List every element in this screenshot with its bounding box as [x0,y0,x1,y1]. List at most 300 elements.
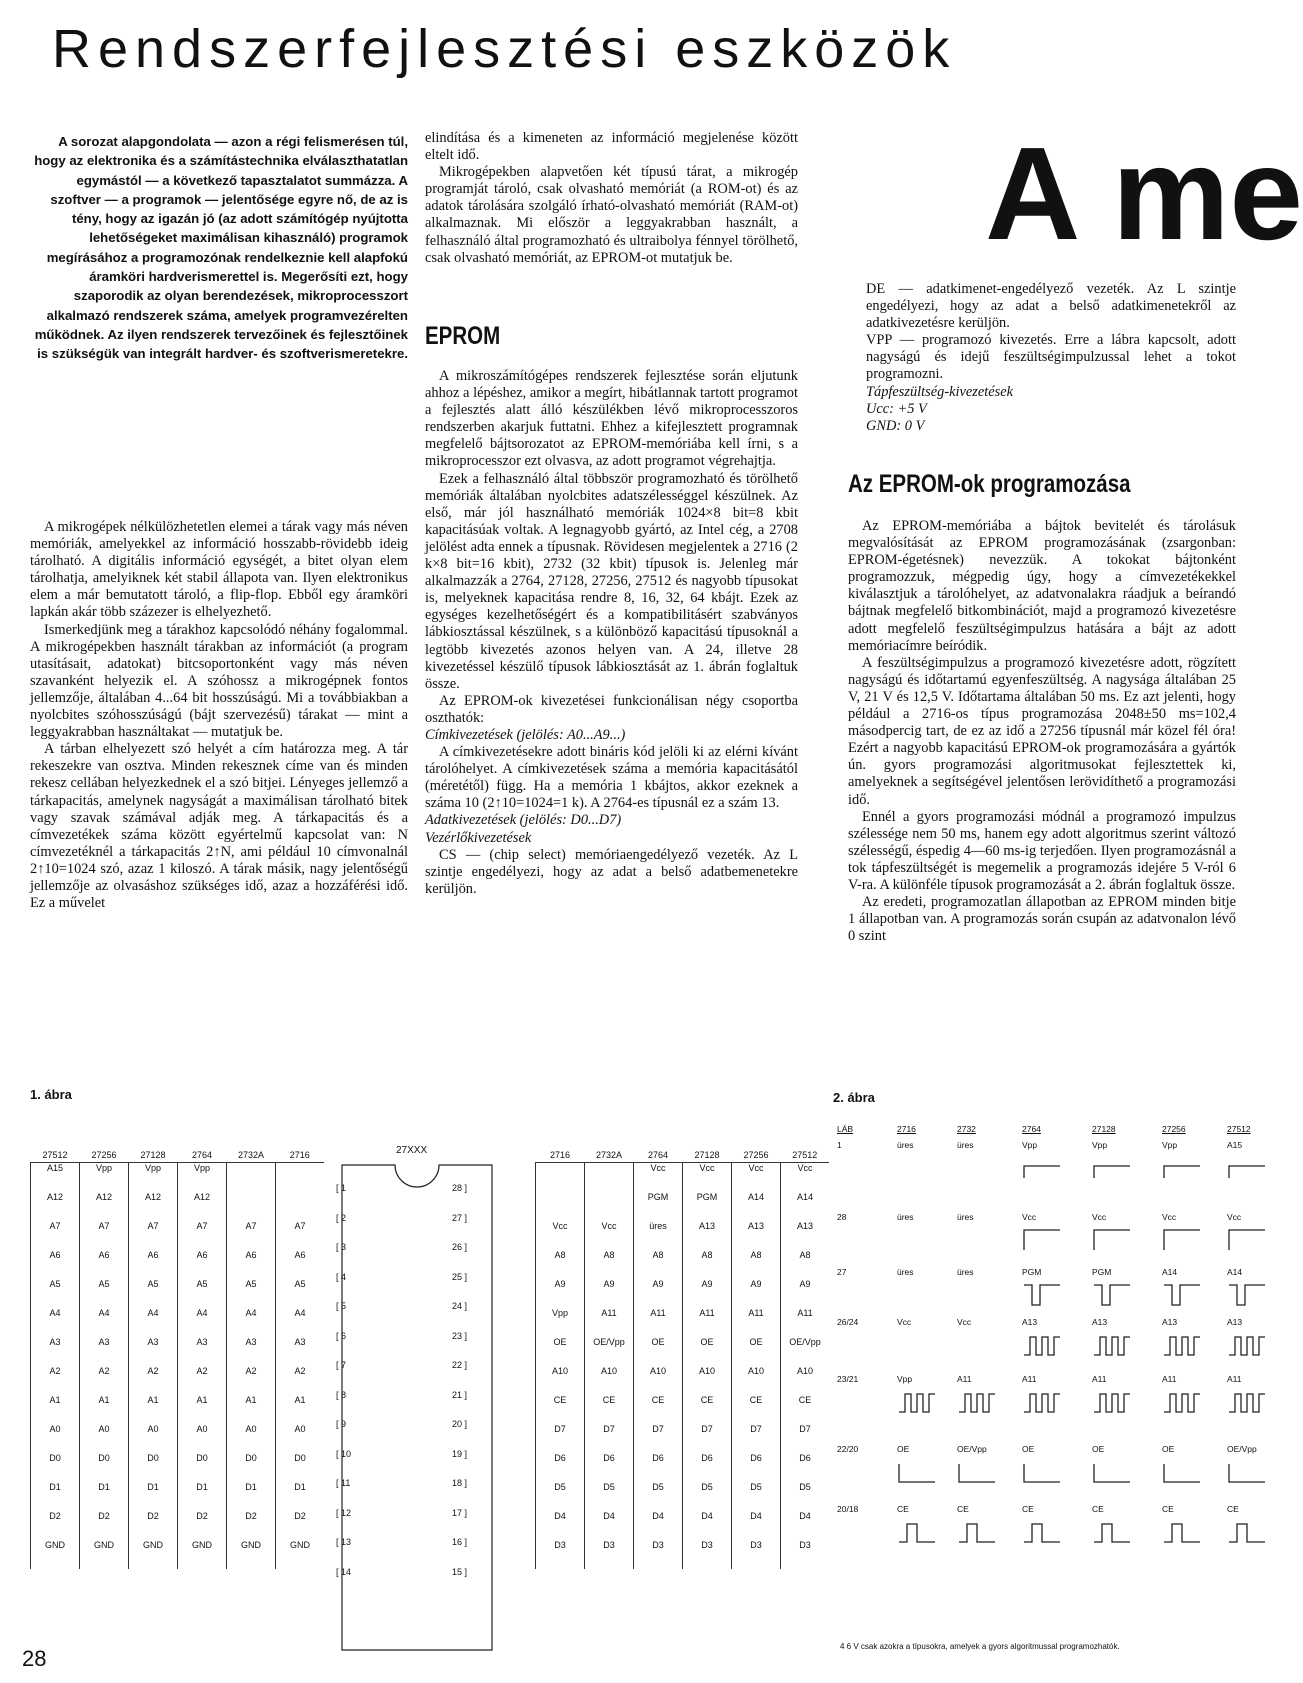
table-cell: D3 [683,1540,732,1569]
pin-label: 23 ] [452,1330,468,1341]
table-cell [227,1163,276,1193]
column-header: 2716 [897,1124,916,1134]
table-cell: D4 [536,1511,585,1540]
table-row [31,1395,325,1424]
table-cell: A4 [227,1308,276,1337]
table-cell: A11 [732,1308,781,1337]
table-row [31,1163,325,1193]
table-cell: 28 [837,1212,847,1222]
table-cell: A4 [276,1308,325,1337]
table-cell: Vcc [1162,1212,1177,1222]
table-cell: D7 [536,1424,585,1453]
table-cell: D0 [178,1453,227,1482]
table-cell: A3 [276,1337,325,1366]
paragraph: CS — (chip select) memóriaengedélyező vezeték. Az L szintje engedélyezi, hogy az adat a belső adatbemenetekre kerüljön. [425,846,798,897]
table-cell: A11 [781,1308,830,1337]
figure-2-table [837,1124,1257,1644]
table-cell: A8 [732,1250,781,1279]
column-header: 27256 [80,1150,129,1163]
figure-1-left-table [30,1150,324,1569]
paragraph: Az eredeti, programozatlan állapotban az EPROM minden bitje 1 állapotban van. A programozás során csupán az adatvonalon lévő 0 szint [848,894,1236,945]
table-cell: A4 [31,1308,80,1337]
italic-subheading: Vezérlőkivezetések [425,829,532,846]
table-cell: PGM [683,1192,732,1221]
table-cell: Vcc [732,1163,781,1193]
paragraph: A mikroszámítógépes rendszerek fejlesztése során eljutunk ahhoz a lépéshez, amikor a megírt, hibátlannak tartott programot a fejlesztés alatt álló készülékben lévő mikroprocesszoros rendszerben akarjuk futtatni. Ehhez a kifejlesztett programnak megfelelő bájtsorozatot az EPROM-memóriába kell írni, s a mikroprocesszor ezt olvasva, az adott programot végrehajtja. [425,368,798,470]
chip-label: 27XXX [396,1145,428,1156]
table-cell: A1 [276,1395,325,1424]
table-cell: 20/18 [837,1504,859,1514]
table-cell: A13 [1162,1317,1178,1327]
table-cell: A4 [178,1308,227,1337]
table-cell: A9 [683,1279,732,1308]
table-cell: D2 [178,1511,227,1540]
column-header: 27256 [732,1150,781,1163]
table-cell: A4 [80,1308,129,1337]
table-cell: D2 [80,1511,129,1540]
table-cell: A1 [129,1395,178,1424]
table-cell: A0 [80,1424,129,1453]
waveform-icon [1092,1154,1132,1182]
table-cell: Vcc [781,1163,830,1193]
table-cell: D5 [634,1482,683,1511]
paragraph: A mikrogépek nélkülözhetetlen elemei a tárak vagy más néven memóriák, amelyekkel az információ hosszabb-rövidebb ideig tárolható. A digitális információ egységét, a bitet olyan elem tárolhatja, amelyiknek két stabil állapota van. Ilyen elektronikus elem a már bemutatott tároló, a flip-flop. Ebből egy áramköri lapkán akár több százezer is elhelyezhető. [30,519,408,621]
table-row [536,1424,830,1453]
table-row [536,1482,830,1511]
waveform-icon [1022,1388,1062,1416]
table-cell: Vcc [585,1221,634,1250]
table-cell: A5 [31,1279,80,1308]
table-cell: D2 [31,1511,80,1540]
pin-label: [ 6 [336,1330,347,1341]
table-cell: A0 [178,1424,227,1453]
table-cell: A7 [178,1221,227,1250]
table-row [536,1250,830,1279]
table-cell: A14 [781,1192,830,1221]
table-cell: A11 [1092,1374,1107,1384]
table-cell: D0 [80,1453,129,1482]
table-row [536,1192,830,1221]
table-cell: A5 [178,1279,227,1308]
pin-label: [ 8 [336,1389,347,1400]
waveform-icon [1227,1226,1267,1254]
paragraph: elindítása és a kimeneten az információ megjelenése között eltelt idő. [425,130,798,164]
table-cell: CE [957,1504,969,1514]
table-cell: A11 [957,1374,972,1384]
paragraph: Az EPROM-memóriába a bájtok bevitelét és tárolásuk megvalósítását az EPROM programozásának (zsargonban: EPROM-égetésnek) nevezzük. A tokokat bájtonként programozzuk, mégpedig úgy, hogy a címvezetékekkel kiválasztjuk a tárolóhelyet, az adatvonalakra ráadjuk a beírandó bájtnak megfelelő bitkombinációt, majd a programozó kivezetésre adott megfelelő feszültségimpulzus hatására a bájt az adott memóriacímre beíródik. [848,518,1236,654]
table-cell: A1 [80,1395,129,1424]
table-cell: D6 [683,1453,732,1482]
pin-label: 17 ] [452,1507,468,1518]
table-cell: A8 [781,1250,830,1279]
waveform-icon [1162,1388,1202,1416]
table-cell: OE [634,1337,683,1366]
waveform-icon [897,1388,937,1416]
table-cell: A14 [1227,1267,1243,1277]
table-cell: A14 [1162,1267,1178,1277]
waveform-icon [1022,1281,1062,1309]
table-cell: A9 [536,1279,585,1308]
table-cell: A8 [683,1250,732,1279]
table-cell: A9 [634,1279,683,1308]
table-cell: 26/24 [837,1317,859,1327]
paragraph: A feszültségimpulzus a programozó kivezetésre adott, rögzített nagyságú és időtartamú egyenfeszültség. A nagysága általában 25 V, 21 V és 12,5 V. Időtartama általában 50 ms. Ez azt jelenti, hogy például a 2716-os típus programozása 2048±50 ms=102,4 másodpercig tart, de ez az idő a 27256 típusnál már közel fél óra! Ezért a nagyobb kapacitású EPROM-ok programozására a gyártók ún. gyors programozási algoritmusokat fejlesztettek ki, amelyeknek a segítségével jelentősen lerövidíthető a programozási idő. [848,654,1236,808]
table-cell: A2 [31,1366,80,1395]
table-cell: Vpp [536,1308,585,1337]
section-heading-eprom: EPROM [425,322,501,350]
table-cell: A11 [1227,1374,1242,1384]
column-header: 2732A [585,1150,634,1163]
waveform-icon [1227,1388,1267,1416]
table-cell: OE [1022,1444,1035,1454]
waveform-icon [1092,1281,1132,1309]
column-header: 2764 [178,1150,227,1163]
column-2-top [425,130,798,267]
column-header: 27512 [1227,1124,1251,1134]
table-cell: D3 [781,1540,830,1569]
pin-label: [ 7 [336,1360,347,1370]
table-cell: A7 [80,1221,129,1250]
table-cell: üres [634,1221,683,1250]
supply-label: Tápfeszültség-kivezetések [866,383,1014,400]
table-cell: GND [80,1540,129,1569]
table-cell: D5 [585,1482,634,1511]
table-cell: A6 [129,1250,178,1279]
chip-body [340,1163,494,1652]
waveform-icon [1022,1154,1062,1182]
table-cell: OE/Vpp [957,1444,987,1454]
table-cell: D4 [634,1511,683,1540]
supply-vcc: Ucc: +5 V [866,400,927,417]
table-row [31,1337,325,1366]
lead-paragraph: A sorozat alapgondolata — azon a régi felismerésen túl, hogy az elektronika és a számítástechnika elválaszthatatlan egymástól — a következő tapasztalatot summázza. A szoftver — a programok — jelentősége egyre nő, de az is tény, hogy az igazán jó (az adott számítógép nyújtotta lehetőségeket maximálisan kihasználó) programok megírásához a programozónak rendelkeznie kell alapfokú áramköri hardverismerettel is. Megerősíti ezt, hogy szaporodik az olyan berendezések, mikroprocesszort alkalmazó rendszerek száma, amelyek programvezérelten működnek. Az ilyen rendszerek tervezőinek és fejlesztőinek is szükségük van integrált hardver- és szoftverismeretekre. [34,134,408,362]
table-cell: Vpp [178,1163,227,1193]
pin-label: 24 ] [452,1301,468,1311]
table-cell: üres [897,1140,914,1150]
table-cell: A13 [1227,1317,1243,1327]
table-cell: D1 [178,1482,227,1511]
table-cell: D1 [129,1482,178,1511]
italic-subheading: Adatkivezetések (jelölés: D0...D7) [425,812,622,829]
column-header: 27128 [683,1150,732,1163]
table-row [31,1221,325,1250]
table-cell: A10 [634,1366,683,1395]
column-header: LÁB [837,1124,854,1134]
table-row [536,1308,830,1337]
table-cell: D3 [634,1540,683,1569]
column-header: 27512 [31,1150,80,1163]
table-cell: A7 [276,1221,325,1250]
table-cell: A8 [634,1250,683,1279]
table-cell: A8 [536,1250,585,1279]
table-row [536,1453,830,1482]
figure-1-caption: 1. ábra [30,1087,72,1102]
table-row [536,1163,830,1193]
table-cell: A3 [129,1337,178,1366]
figure-2-note: 4 6 V csak azokra a típusokra, amelyek a gyors algoritmussal programozhatók. [840,1642,1120,1651]
table-cell: A13 [781,1221,830,1250]
table-cell: A2 [129,1366,178,1395]
table-cell: CE [732,1395,781,1424]
table-cell: Vcc [897,1317,912,1327]
table-cell: D1 [227,1482,276,1511]
table-cell: D5 [536,1482,585,1511]
pin-label: 20 ] [452,1419,468,1429]
table-cell: A5 [129,1279,178,1308]
section-heading-programming: Az EPROM-ok programozása [848,470,1131,498]
table-row [536,1221,830,1250]
table-cell: üres [957,1267,974,1277]
table-cell: OE [536,1337,585,1366]
paragraph: A tárban elhelyezett szó helyét a cím határozza meg. A tár rekeszekre van osztva. Minden rekesznek címe van és minden rekesz cellában helyezkednek el a szó bitjei. Lényeges jellemző a tárkapacitás, amelynek nagyságát a maximálisan tárolható bitek vagy szavak számával adják meg. A tárkapacitás és a címvezetékek száma között egyértelmű kapcsolat van: N címvezetéknél a tárkapacitás 2↑N, ami például 10 címvonalnál 2↑10=1024 szó, azaz 1 kiloszó. A tárak másik, nagy jelentőségű jellemzője az olvasáshoz szükséges idő, azaz a hozzáférési idő. Ez a művelet [30,741,408,912]
table-cell: üres [897,1212,914,1222]
table-cell: OE [897,1444,910,1454]
table-cell: D6 [634,1453,683,1482]
table-row [536,1511,830,1540]
pin-label: [ 9 [336,1419,347,1429]
table-row [31,1424,325,1453]
waveform-icon [1092,1331,1132,1359]
table-cell: 1 [837,1140,842,1150]
table-cell: A7 [31,1221,80,1250]
table-cell: Vpp [80,1163,129,1193]
table-cell: CE [536,1395,585,1424]
column-header: 27128 [129,1150,178,1163]
table-cell: A8 [585,1250,634,1279]
table-cell: D7 [634,1424,683,1453]
column-header: 27128 [1092,1124,1116,1134]
table-cell: D2 [276,1511,325,1540]
column-header: 2764 [1022,1124,1041,1134]
column-header: 2732A [227,1150,276,1163]
table-cell: OE [1162,1444,1175,1454]
table-cell: Vpp [897,1374,913,1384]
table-cell: D0 [31,1453,80,1482]
table-cell: D7 [781,1424,830,1453]
table-cell: A1 [227,1395,276,1424]
table-cell: A10 [781,1366,830,1395]
table-cell: PGM [1022,1267,1042,1277]
table-row [31,1308,325,1337]
table-row [536,1337,830,1366]
table-cell: A1 [178,1395,227,1424]
pin-label: 22 ] [452,1360,468,1370]
table-cell: A2 [178,1366,227,1395]
table-row [31,1540,325,1569]
table-cell: CE [897,1504,909,1514]
table-cell: D1 [276,1482,325,1511]
waveform-icon [1162,1331,1202,1359]
table-cell: A2 [227,1366,276,1395]
table-cell [536,1192,585,1221]
paragraph: Ennél a gyors programozási módnál a programozó impulzus szélessége nem 50 ms, hanem egy adott algoritmus szerint változó szélességű, éspedig 4—60 ms-ig terjedően. Ilyen programozásnál a tok tápfeszültségét is megemelik a programozás idejére 5 V-ról 6 V-ra. A különféle típusok programozását a 2. ábrán foglaltuk össze. [848,808,1236,893]
table-cell: A1 [31,1395,80,1424]
table-cell: A12 [80,1192,129,1221]
table-cell: A13 [1022,1317,1038,1327]
table-cell: A2 [80,1366,129,1395]
table-row [31,1192,325,1221]
table-cell: D1 [80,1482,129,1511]
table-cell: A4 [129,1308,178,1337]
figure-1-right-table [535,1150,829,1569]
pin-label: [ 1 [336,1183,347,1193]
page-title: Rendszerfejlesztési eszközök [52,19,957,79]
table-cell: A11 [1022,1374,1037,1384]
table-cell: Vpp [129,1163,178,1193]
waveform-icon [1227,1458,1267,1486]
table-cell: A10 [732,1366,781,1395]
column-header: 27256 [1162,1124,1186,1134]
table-cell: A0 [31,1424,80,1453]
table-cell: A6 [31,1250,80,1279]
table-cell: Vcc [1022,1212,1037,1222]
pin-label: [ 4 [336,1271,347,1282]
table-cell: GND [178,1540,227,1569]
table-cell: A11 [1162,1374,1177,1384]
pin-label: [ 12 [336,1507,352,1518]
waveform-icon [1162,1458,1202,1486]
table-cell: D4 [683,1511,732,1540]
table-cell: D3 [536,1540,585,1569]
table-cell: Vcc [536,1221,585,1250]
paragraph: Ismerkedjünk meg a tárakhoz kapcsolódó néhány fogalommal. A mikrogépekben használt tárakban az információt (a program utasításait, adatokat) bitcsoportonként vagy más néven szavanként helyezik el. A szóhossz a mikrogépnek fontos jellemzője, általában 4...64 bit hosszúságú. Mi a továbbiakban a nyolcbites szóhosszúságú (bájt szervezésű) tárakat — mint a leggyakrabban használtakat — mutatjuk be. [30,621,408,741]
table-cell: A14 [732,1192,781,1221]
table-row [31,1366,325,1395]
table-row [31,1279,325,1308]
table-cell: CE [634,1395,683,1424]
table-cell: D5 [732,1482,781,1511]
table-cell: A12 [31,1192,80,1221]
table-cell: D4 [781,1511,830,1540]
pin-label: 27 ] [452,1212,468,1223]
column-1 [30,519,408,912]
table-cell: Vpp [1162,1140,1178,1150]
table-cell: D4 [585,1511,634,1540]
table-cell: CE [1162,1504,1174,1514]
table-cell: D0 [227,1453,276,1482]
table-cell: D1 [31,1482,80,1511]
pin-label: 21 ] [452,1389,468,1400]
waveform-icon [1227,1331,1267,1359]
waveform-icon [1162,1518,1202,1546]
table-cell: Vcc [683,1163,732,1193]
pin-label: [ 14 [336,1566,352,1577]
table-row [536,1279,830,1308]
pin-label: [ 3 [336,1242,347,1252]
waveform-icon [897,1458,937,1486]
paragraph: Ezek a felhasználó által többször programozható és törölhető memóriák általában nyolcbites adatszélességgel készülnek. Az első, már jól használható memóriák 1024×8 bit=8 kbit kapacitásúak voltak. A legnagyobb gyártó, az Intel cég, a 2708 jelölést adta ennek a típusnak. Rövidesen megjelentek a 2716 (2 k×8 bit=16 kbit), 2732 (32 kbit) típusok is. Jelenleg már alkalmazzák a 2764, 27128, 27256, 27512 és nagyobb típusokat is, melyeknek kapacitása rendre 8, 16, 32, 64 kbájt. Ezek az egységes kezelhetőségért és a kompatibilitásért szabványos lábkiosztással készülnek, s a különböző kapacitású típusoknál a legtöbb kivezetés azonos helyen van. A 24, illetve 28 kivezetéssel készülő típusok lábkiosztását az 1. ábrán foglaltuk össze. [425,470,798,692]
table-cell: A12 [129,1192,178,1221]
table-cell: A12 [178,1192,227,1221]
table-cell: OE/Vpp [781,1337,830,1366]
waveform-icon [957,1388,997,1416]
table-cell: D5 [781,1482,830,1511]
pin-label: 16 ] [452,1537,468,1547]
table-cell: A3 [178,1337,227,1366]
table-cell: A9 [781,1279,830,1308]
table-cell: CE [1227,1504,1239,1514]
waveform-icon [1227,1518,1267,1546]
column-2-bottom [425,368,798,898]
table-cell: Vcc [957,1317,972,1327]
paragraph: Mikrogépekben alapvetően két típusú tárat, a mikrogép programját tároló, csak olvasható memóriát (a ROM-ot) és az adatok tárolására szolgáló írható-olvasható memóriát (RAM-ot) alkalmaznak. Mi először a leggyakrabban használt, a felhasználó által programozható és ultraibolya fénnyel törölhető, csak olvasható memóriát, az EPROM-ot mutatjuk be. [425,164,798,266]
big-heading: A me [985,120,1303,267]
table-cell: CE [1022,1504,1034,1514]
waveform-icon [1092,1518,1132,1546]
table-cell: A0 [227,1424,276,1453]
table-cell [585,1192,634,1221]
waveform-icon [897,1518,937,1546]
table-cell: Vcc [634,1163,683,1193]
table-row [536,1540,830,1569]
waveform-icon [1162,1154,1202,1182]
waveform-icon [1022,1458,1062,1486]
waveform-icon [957,1518,997,1546]
table-cell [536,1163,585,1193]
italic-subheading: Címkivezetések (jelölés: A0...A9...) [425,726,626,743]
table-cell: A5 [227,1279,276,1308]
pin-label: [ 5 [336,1301,347,1311]
paragraph: DE — adatkimenet-engedélyező vezeték. Az L szintje engedélyezi, hogy az adat a belső adatkimenetekről az adatkivezetésre kerüljön. [866,281,1236,332]
table-cell: D7 [683,1424,732,1453]
table-cell: A13 [732,1221,781,1250]
table-cell: PGM [634,1192,683,1221]
table-cell: D0 [276,1453,325,1482]
table-cell: A13 [683,1221,732,1250]
table-cell: A7 [227,1221,276,1250]
table-cell: GND [227,1540,276,1569]
table-cell: üres [957,1212,974,1222]
table-cell: 27 [837,1267,847,1277]
table-cell: Vpp [1092,1140,1108,1150]
table-cell: A9 [585,1279,634,1308]
table-cell: A6 [80,1250,129,1279]
table-cell: A6 [227,1250,276,1279]
table-row [536,1395,830,1424]
table-cell: PGM [1092,1267,1112,1277]
table-cell: CE [1092,1504,1104,1514]
table-cell: A2 [276,1366,325,1395]
table-cell: A3 [31,1337,80,1366]
table-cell: A6 [178,1250,227,1279]
table-cell: CE [781,1395,830,1424]
column-3-bottom [848,518,1236,945]
table-cell: üres [957,1140,974,1150]
table-cell: A5 [80,1279,129,1308]
table-cell: A9 [732,1279,781,1308]
table-cell: OE [683,1337,732,1366]
table-cell: 22/20 [837,1444,859,1454]
waveform-icon [1092,1388,1132,1416]
waveform-icon [1022,1518,1062,1546]
table-row [536,1366,830,1395]
table-cell: A11 [634,1308,683,1337]
paragraph: A címkivezetésekre adott bináris kód jelöli ki az elérni kívánt tárolóhelyet. A címkivezetések száma a memória kapacitásától (méretétől) függ. Ha a memória 1 kbájtos, akkor ezeknek a száma 10 (2↑10=1024=1 k). A 2764-es típusnál ez a szám 13. [425,744,798,812]
table-cell: GND [129,1540,178,1569]
table-row [31,1511,325,1540]
pin-label: 15 ] [452,1566,468,1577]
pin-label: 26 ] [452,1242,468,1252]
table-cell: A15 [31,1163,80,1193]
table-row [31,1482,325,1511]
column-header: 2732 [957,1124,976,1134]
table-cell: D6 [585,1453,634,1482]
table-cell: A7 [129,1221,178,1250]
table-row [31,1453,325,1482]
waveform-icon [1092,1458,1132,1486]
figure-2-caption: 2. ábra [833,1090,875,1105]
table-cell: GND [31,1540,80,1569]
